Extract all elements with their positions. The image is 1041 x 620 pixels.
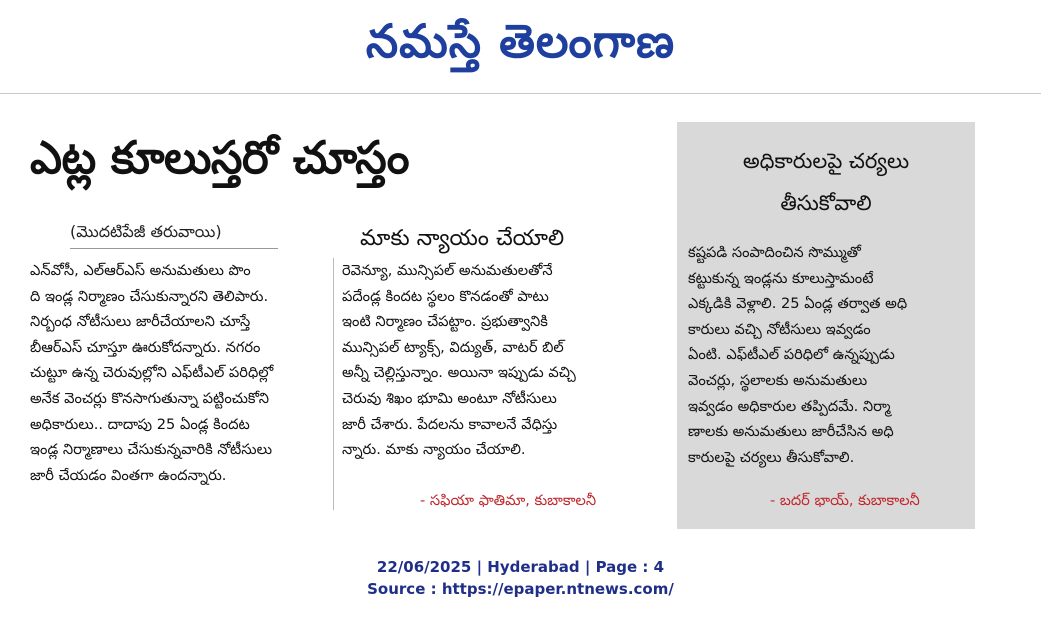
text-line: అన్నీ చెల్లిస్తున్నాం. అయినా ఇప్పుడు వచ్చి xyxy=(342,364,576,382)
text-line: చెరువు శిఖం భూమి అంటూ నోటీసులు xyxy=(342,389,557,407)
text-line: న్నారు. మాకు న్యాయం చేయాలి. xyxy=(342,441,526,459)
text-line: కారులు వచ్చి నోటీసులు ఇవ్వడం xyxy=(688,320,871,338)
text-line: ఇంటి నిర్మాణం చేపట్టాం. ప్రభుత్వానికి xyxy=(342,313,548,331)
footer-source-link[interactable]: Source : https://epaper.ntnews.com/ xyxy=(367,580,674,598)
quote-subhead: మాకు న్యాయం చేయాలి xyxy=(360,226,565,251)
sidebar-text xyxy=(688,240,964,470)
text-line: జారీ చేశారు. పేదలను కావాలనే వేధిస్తు xyxy=(342,415,558,433)
sidebar-title-line: అధికారులపై చర్యలు xyxy=(742,149,910,173)
text-line: అనేక వెంచర్లు కొనసాగుతున్నా పట్టించుకోని xyxy=(30,389,270,407)
article-headline: ఎట్ల కూలుస్తరో చూస్తం xyxy=(30,131,410,184)
text-line: ఇండ్ల నిర్మాణాలు చేసుకున్నవారికి నోటీసులు xyxy=(30,441,273,459)
text-line: రెవెన్యూ, మున్సిపల్‌ అనుమతులతోనే xyxy=(342,262,553,279)
text-line: ఎన్‌వోసీ, ఎల్‌ఆర్‌ఎస్‌ అనుమతులు పొం xyxy=(30,262,251,279)
text-line: మున్సిపల్‌ ట్యాక్స్‌, విద్యుత్‌, వాటర్‌ బిల్‌ xyxy=(342,338,564,356)
quote-byline: - సఫియా ఫాతిమా, కుబాకాలనీ xyxy=(420,492,597,509)
masthead-logo: నమస్తే తెలంగాణ xyxy=(365,14,676,68)
text-line: బీఆర్‌ఎస్‌ చూస్తూ ఊరుకోదన్నారు. నగరం xyxy=(30,338,261,356)
text-line: పదేండ్ల కిందట స్థలం కొనడంతో పాటు xyxy=(342,287,549,305)
sidebar-title xyxy=(677,140,975,224)
column-divider xyxy=(333,258,334,510)
text-line: కట్టుకున్న ఇండ్లను కూలుస్తామంటే xyxy=(688,269,874,287)
text-line: చుట్టూ ఉన్న చెరువుల్లోని ఎఫ్‌టీఎల్‌ పరిధిల్లో xyxy=(30,364,274,382)
text-line: జారీ చేయడం వింతగా ఉందన్నారు. xyxy=(30,466,227,484)
continued-underline xyxy=(70,248,278,249)
continued-note: (మొదటిపేజీ తరువాయి) xyxy=(70,222,222,241)
text-line: వెంచర్లు, స్థలాలకు అనుమతులు xyxy=(688,371,868,389)
sidebar-byline: - బదర్‌ భాయ్‌, కుబాకాలనీ xyxy=(770,492,920,509)
text-line: ఇవ్వడం అధికారుల తప్పిదమే. నిర్మా xyxy=(688,397,891,415)
text-line: అధికారులు.. దాదాపు 25 ఏండ్ల కిందట xyxy=(30,415,250,433)
footer-date-line: 22/06/2025 | Hyderabad | Page : 4 xyxy=(376,558,665,576)
text-line: ఏంటి. ఎఫ్‌టీఎల్‌ పరిధిలో ఉన్నప్పుడు xyxy=(688,346,895,364)
text-line: కష్టపడి సంపాదించిన సొమ్ముతో xyxy=(688,244,861,261)
sidebar-title-line: తీసుకోవాలి xyxy=(780,191,872,215)
text-line: ఎక్కడికి వెళ్లాలి. 25 ఏండ్ల తర్వాత అధి xyxy=(688,295,908,313)
page-footer xyxy=(0,556,1041,600)
text-line: కారులపై చర్యలు తీసుకోవాలి. xyxy=(688,448,855,466)
text-line: ణాలకు అనుమతులు జారీచేసిన అధి xyxy=(688,423,894,441)
article-column-1 xyxy=(30,258,340,488)
text-line: నిర్బంధ నోటీసులు జారీచేయాలని చూస్తే xyxy=(30,313,251,331)
masthead-divider xyxy=(0,93,1041,94)
article-column-2 xyxy=(342,258,657,463)
text-line: ది ఇండ్ల నిర్మాణం చేసుకున్నారని తెలిపారు. xyxy=(30,287,269,305)
